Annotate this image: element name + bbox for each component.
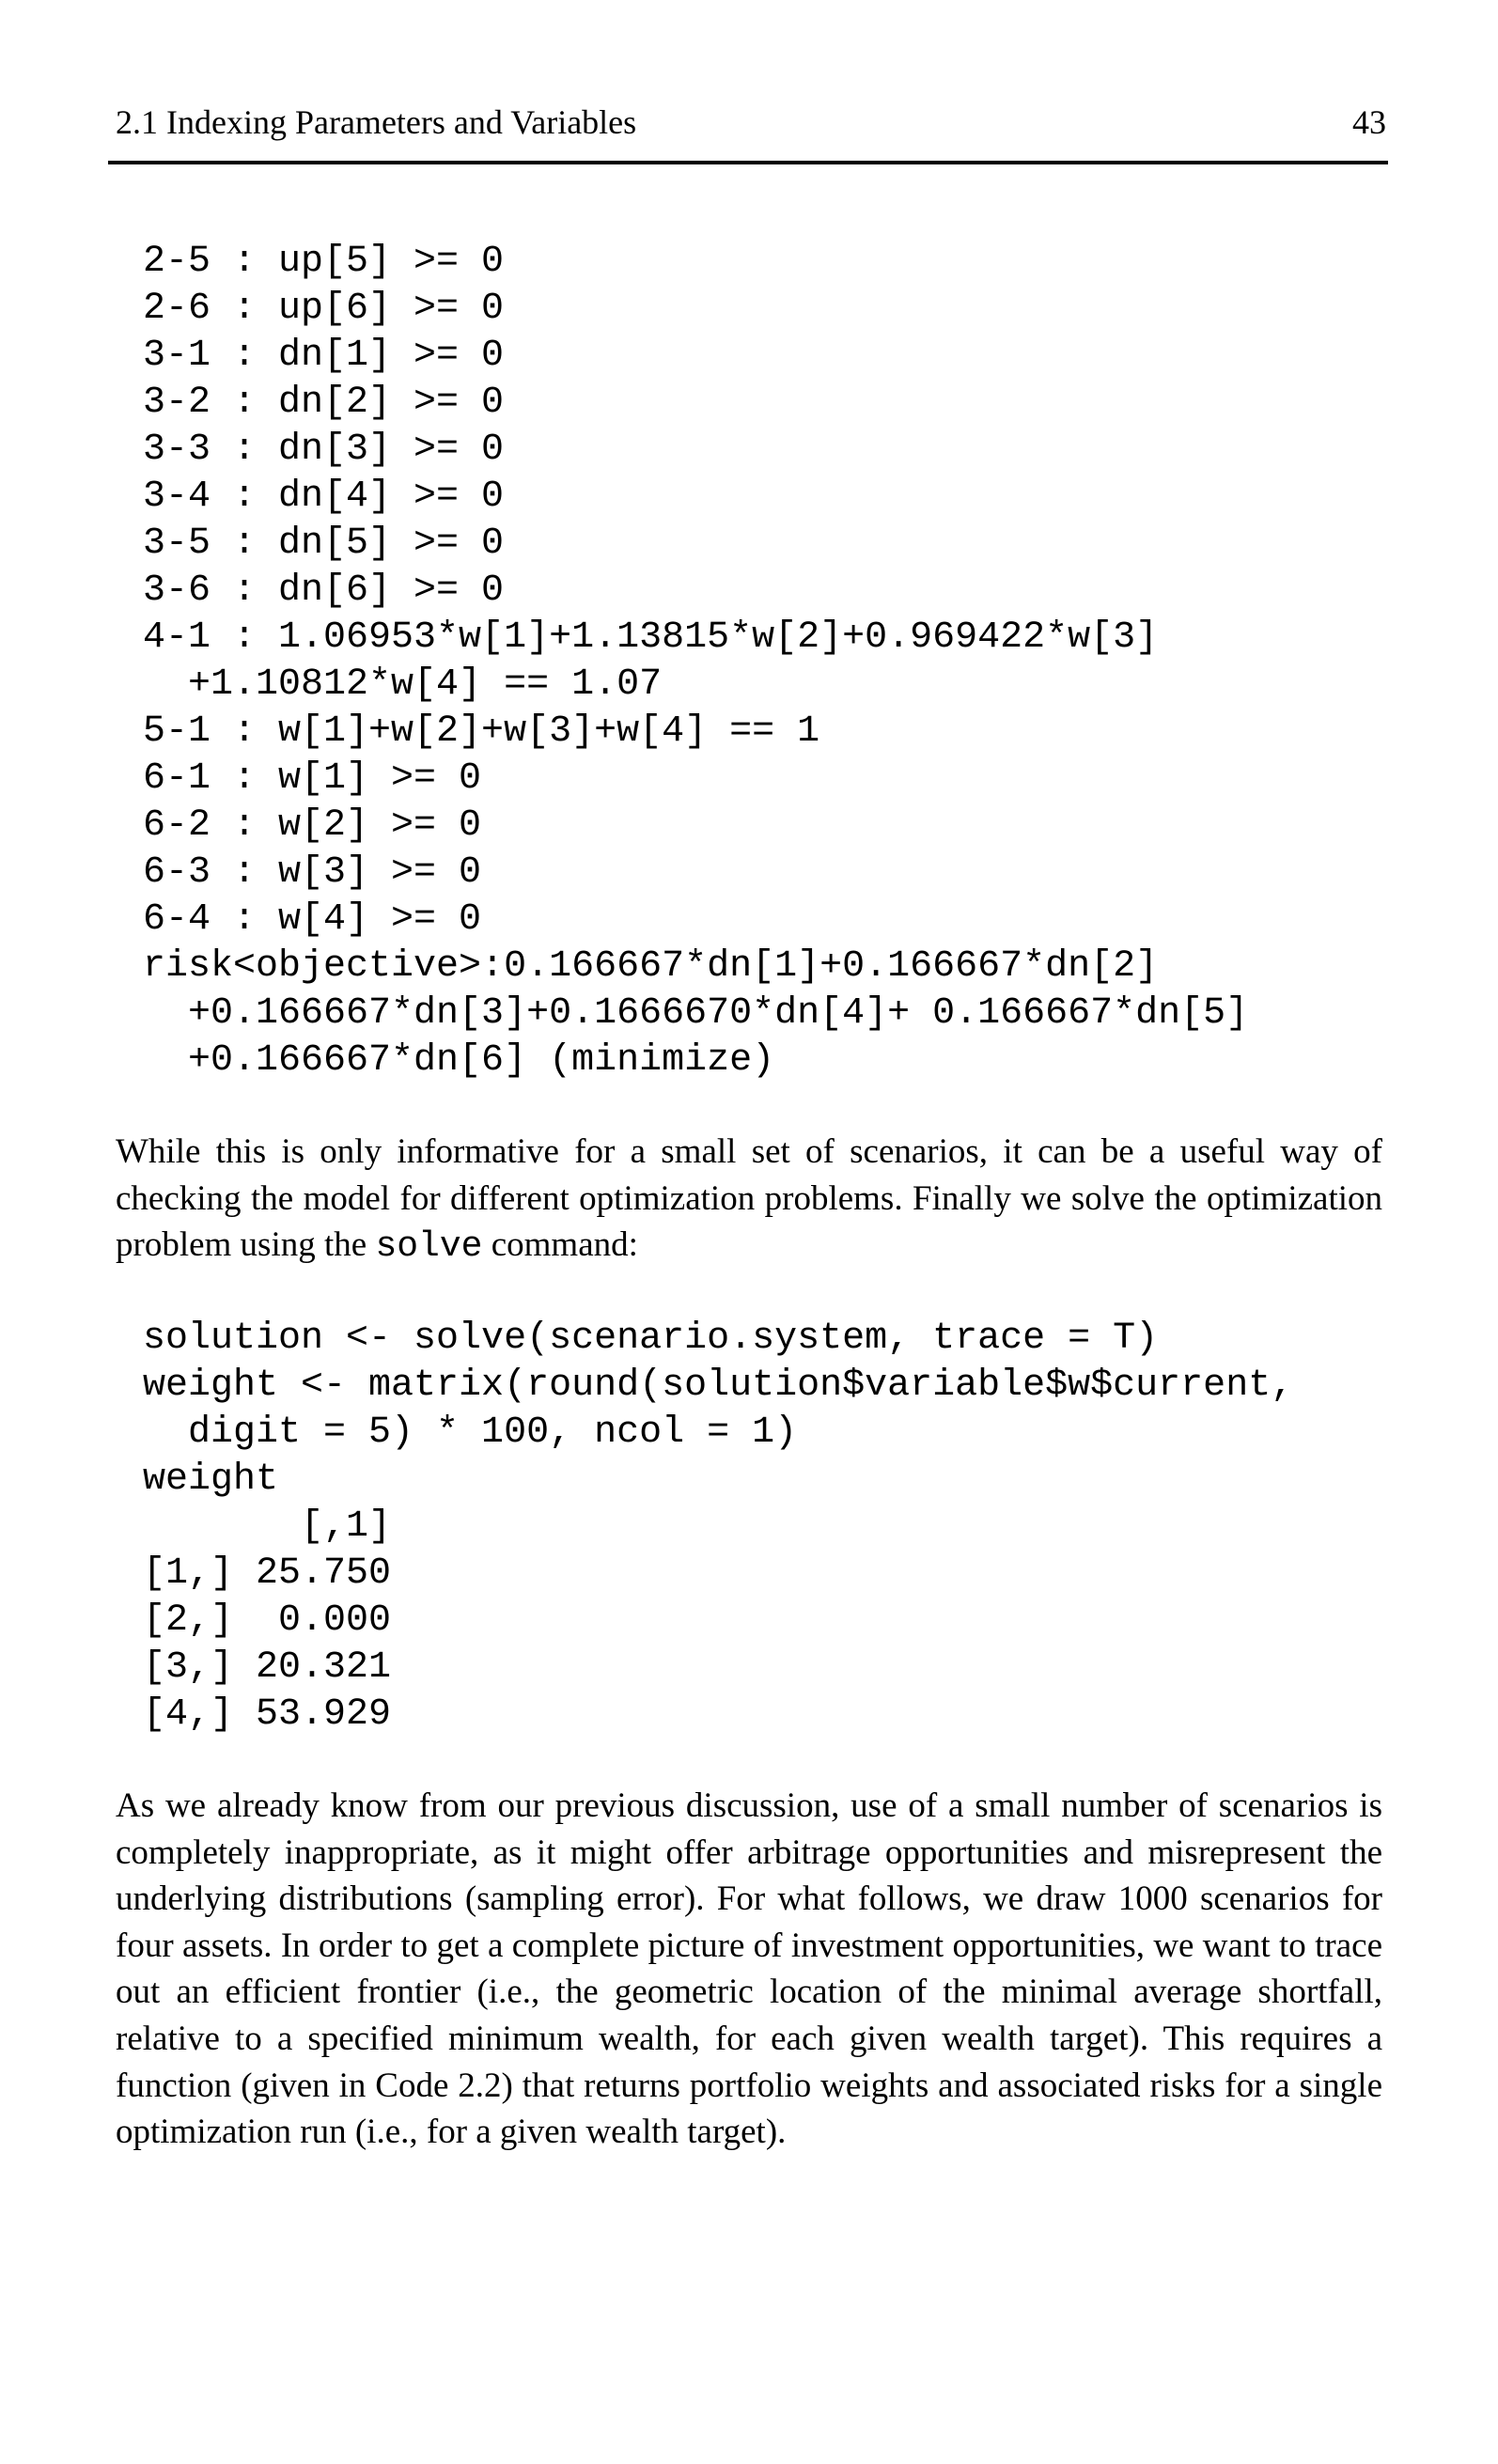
inline-code: solve [375,1226,483,1268]
code-line: 3-5 : dn[5] >= 0 [143,522,505,565]
code-line: risk<objective>:0.166667*dn[1]+0.166667*dn[2] [143,945,1159,988]
code-line: 6-4 : w[4] >= 0 [143,898,482,941]
code-line: [1,] 25.750 [143,1552,392,1595]
solve-listing [143,1316,1293,1739]
constraint-listing [143,239,1248,1084]
header-rule [108,161,1388,164]
code-line: 3-6 : dn[6] >= 0 [143,569,505,612]
code-line: [,1] [143,1505,392,1548]
code-line: 3-3 : dn[3] >= 0 [143,429,505,471]
code-line: 2-5 : up[5] >= 0 [143,241,505,283]
code-line: solution <- solve(scenario.system, trace = T) [143,1318,1159,1360]
code-line: 3-2 : dn[2] >= 0 [143,382,505,424]
code-line: weight <- matrix(round(solution$variable$w$current, [143,1365,1294,1407]
code-line: [4,] 53.929 [143,1693,392,1736]
body-paragraph: As we already know from our previous discussion, use of a small number of scenarios is completely inappropriate, as it might offer arbitrage opportunities and misrepresent the underlying distributions (sampling error). For what follows, we draw 1000 scenarios for four assets. In order to get a complete picture of investment opportunities, we want to trace out an efficient frontier (i.e., the geometric location of the minimal average shortfall, relative to a specified minimum wealth, for each given wealth target). This requires a function (given in Code 2.2) that returns portfolio weights and associated risks for a single optimization run (i.e., for a given wealth target). [116,1786,1382,2152]
code-line: 6-2 : w[2] >= 0 [143,804,482,847]
code-line: [2,] 0.000 [143,1599,392,1642]
code-line: 6-1 : w[1] >= 0 [143,757,482,800]
running-title: 2.1 Indexing Parameters and Variables [116,103,637,141]
paragraph-text: command: [482,1225,638,1265]
code-line: +1.10812*w[4] == 1.07 [143,663,663,706]
code-line: 4-1 : 1.06953*w[1]+1.13815*w[2]+0.969422*w[3] [143,616,1159,659]
code-line: +0.166667*dn[6] (minimize) [143,1039,775,1082]
paragraph-text: While this is only informative for a small set of scenarios, it can be a useful way of checking the model for different optimization problems. Finally we solve the optimization problem using the [116,1132,1382,1265]
code-line: 3-4 : dn[4] >= 0 [143,476,505,518]
code-line: 6-3 : w[3] >= 0 [143,851,482,894]
code-line: 5-1 : w[1]+w[2]+w[3]+w[4] == 1 [143,710,820,753]
page-header [116,99,1386,146]
body-paragraph [116,1129,1382,1271]
code-line: weight [143,1458,279,1501]
code-line: 2-6 : up[6] >= 0 [143,288,505,330]
code-line: digit = 5) * 100, ncol = 1) [143,1411,798,1454]
page-number: 43 [1352,103,1386,141]
code-line: +0.166667*dn[3]+0.1666670*dn[4]+ 0.166667*dn[5] [143,992,1249,1035]
code-line: 3-1 : dn[1] >= 0 [143,335,505,377]
code-line: [3,] 20.321 [143,1646,392,1689]
